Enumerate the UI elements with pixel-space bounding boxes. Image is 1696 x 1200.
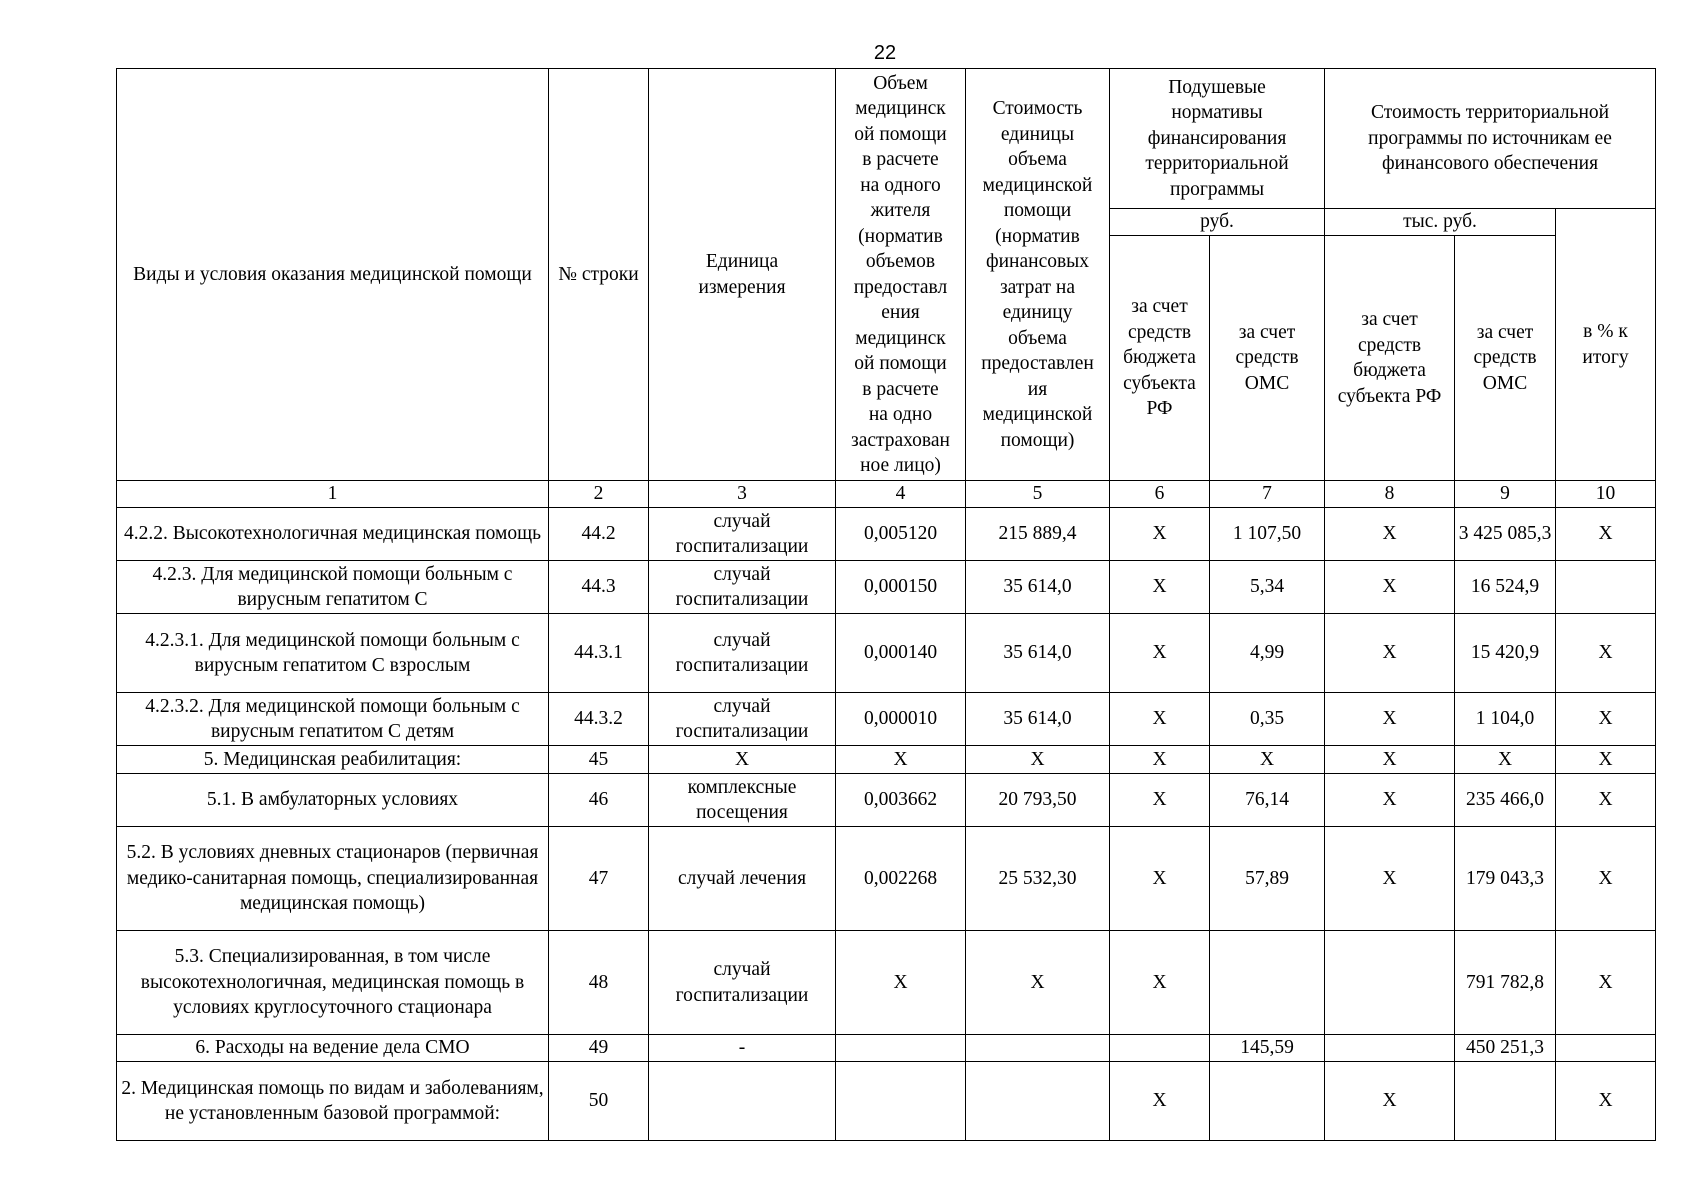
row-kind: 5. Медицинская реабилитация: [117,746,549,774]
row-oms: 0,35 [1210,693,1325,746]
table-row [117,746,1656,774]
header-budget-rf-2: за счет средств бюджета субъекта РФ [1325,236,1455,481]
row-budget-rf-2: X [1325,508,1455,561]
row-budget-rf: X [1110,931,1210,1035]
column-number: 6 [1110,481,1210,508]
row-budget-rf: X [1110,561,1210,614]
row-volume: X [836,931,966,1035]
row-budget-rf-2: X [1325,614,1455,693]
row-oms-2 [1455,1062,1556,1141]
header-kinds: Виды и условия оказания медицинской помощи [117,69,549,481]
row-oms-2: 15 420,9 [1455,614,1556,693]
row-oms-2: 179 043,3 [1455,827,1556,931]
table-row [117,614,1656,693]
page-number: 22 [873,42,897,64]
row-oms [1210,1062,1325,1141]
row-percent [1556,561,1656,614]
row-oms-2: 1 104,0 [1455,693,1556,746]
program-cost-table [116,68,1656,1141]
row-budget-rf: X [1110,1062,1210,1141]
row-budget-rf [1110,1035,1210,1062]
table-row [117,693,1656,746]
column-number: 10 [1556,481,1656,508]
row-oms-2: 3 425 085,3 [1455,508,1556,561]
row-percent: X [1556,827,1656,931]
column-number: 9 [1455,481,1556,508]
row-oms: 1 107,50 [1210,508,1325,561]
row-volume: 0,002268 [836,827,966,931]
table-row [117,827,1656,931]
header-row-no: № строки [549,69,649,481]
row-budget-rf: X [1110,508,1210,561]
header-budget-rf: за счет средств бюджета субъекта РФ [1110,236,1210,481]
row-volume [836,1035,966,1062]
header-oms: за счет средств ОМС [1210,236,1325,481]
row-kind: 4.2.3.2. Для медицинской помощи больным с вирусным гепатитом С детям [117,693,549,746]
row-kind: 5.3. Специализированная, в том числе высокотехнологичная, медицинская помощь в условиях круглосуточного стационара [117,931,549,1035]
header-program-cost: Стоимость территориальной программы по источникам ее финансового обеспечения [1325,69,1656,209]
column-number: 7 [1210,481,1325,508]
row-kind: 4.2.2. Высокотехнологичная медицинская помощь [117,508,549,561]
row-number: 49 [549,1035,649,1062]
row-cost [966,1062,1110,1141]
row-number: 44.3.2 [549,693,649,746]
table-row [117,561,1656,614]
row-oms: 4,99 [1210,614,1325,693]
row-cost [966,1035,1110,1062]
row-kind: 2. Медицинская помощь по видам и заболеваниям, не установленным базовой программой: [117,1062,549,1141]
column-numbers-row [117,481,1656,508]
header-rub: руб. [1110,209,1325,236]
row-oms: 5,34 [1210,561,1325,614]
header-unit: Единица измерения [649,69,836,481]
column-number: 1 [117,481,549,508]
column-number: 2 [549,481,649,508]
row-number: 47 [549,827,649,931]
row-number: 48 [549,931,649,1035]
row-percent [1556,1035,1656,1062]
header-thous-rub: тыс. руб. [1325,209,1556,236]
row-budget-rf-2: X [1325,746,1455,774]
table-row [117,774,1656,827]
row-budget-rf-2: X [1325,1062,1455,1141]
row-cost: X [966,931,1110,1035]
row-oms-2: 791 782,8 [1455,931,1556,1035]
row-oms: 76,14 [1210,774,1325,827]
row-kind: 4.2.3. Для медицинской помощи больным с вирусным гепатитом С [117,561,549,614]
row-cost: X [966,746,1110,774]
row-budget-rf: X [1110,693,1210,746]
column-number: 3 [649,481,836,508]
row-volume: 0,000140 [836,614,966,693]
row-cost: 35 614,0 [966,561,1110,614]
column-number: 8 [1325,481,1455,508]
row-cost: 215 889,4 [966,508,1110,561]
row-budget-rf-2: X [1325,693,1455,746]
row-volume: 0,005120 [836,508,966,561]
row-number: 50 [549,1062,649,1141]
row-cost: 25 532,30 [966,827,1110,931]
header-percent: в % к итогу [1556,209,1656,481]
row-budget-rf: X [1110,827,1210,931]
row-number: 46 [549,774,649,827]
row-percent: X [1556,1062,1656,1141]
row-volume: 0,000150 [836,561,966,614]
row-percent: X [1556,746,1656,774]
row-percent: X [1556,774,1656,827]
row-cost: 35 614,0 [966,614,1110,693]
row-kind: 5.2. В условиях дневных стационаров (первичная медико-санитарная помощь, специализированная медицинская помощь) [117,827,549,931]
row-volume: X [836,746,966,774]
row-unit: X [649,746,836,774]
row-budget-rf: X [1110,614,1210,693]
row-oms: X [1210,746,1325,774]
row-unit: - [649,1035,836,1062]
row-unit: случай госпитализации [649,508,836,561]
row-number: 45 [549,746,649,774]
row-cost: 35 614,0 [966,693,1110,746]
row-budget-rf: X [1110,774,1210,827]
row-volume [836,1062,966,1141]
row-unit [649,1062,836,1141]
table-row [117,1062,1656,1141]
row-unit: случай лечения [649,827,836,931]
row-unit: случай госпитализации [649,693,836,746]
column-number: 5 [966,481,1110,508]
row-cost: 20 793,50 [966,774,1110,827]
table-row [117,508,1656,561]
table-row [117,1035,1656,1062]
column-number: 4 [836,481,966,508]
row-oms-2: 450 251,3 [1455,1035,1556,1062]
row-budget-rf-2: X [1325,827,1455,931]
row-oms-2: 16 524,9 [1455,561,1556,614]
header-cost: Стоимость единицы объема медицинской помощи (норматив финансовых затрат на единицу объема предоставлен ия медицинской помощи) [966,69,1110,481]
row-unit: комплексные посещения [649,774,836,827]
row-percent: X [1556,931,1656,1035]
row-percent: X [1556,693,1656,746]
row-unit: случай госпитализации [649,561,836,614]
row-number: 44.2 [549,508,649,561]
row-volume: 0,003662 [836,774,966,827]
row-oms-2: X [1455,746,1556,774]
row-unit: случай госпитализации [649,614,836,693]
row-kind: 5.1. В амбулаторных условиях [117,774,549,827]
row-budget-rf-2 [1325,931,1455,1035]
row-budget-rf-2: X [1325,561,1455,614]
row-oms-2: 235 466,0 [1455,774,1556,827]
row-oms: 145,59 [1210,1035,1325,1062]
row-number: 44.3.1 [549,614,649,693]
header-per-capita: Подушевые нормативы финансирования территориальной программы [1110,69,1325,209]
row-kind: 6. Расходы на ведение дела СМО [117,1035,549,1062]
row-budget-rf-2: X [1325,774,1455,827]
table-row [117,931,1656,1035]
row-oms [1210,931,1325,1035]
row-percent: X [1556,508,1656,561]
row-volume: 0,000010 [836,693,966,746]
row-oms: 57,89 [1210,827,1325,931]
row-number: 44.3 [549,561,649,614]
row-kind: 4.2.3.1. Для медицинской помощи больным с вирусным гепатитом С взрослым [117,614,549,693]
row-budget-rf: X [1110,746,1210,774]
row-unit: случай госпитализации [649,931,836,1035]
header-oms-2: за счет средств ОМС [1455,236,1556,481]
row-budget-rf-2 [1325,1035,1455,1062]
header-volume: Объем медицинск ой помощи в расчете на одного жителя (норматив объемов предоставл ения медицинск ой помощи в расчете на одно застрахован ное лицо) [836,69,966,481]
row-percent: X [1556,614,1656,693]
